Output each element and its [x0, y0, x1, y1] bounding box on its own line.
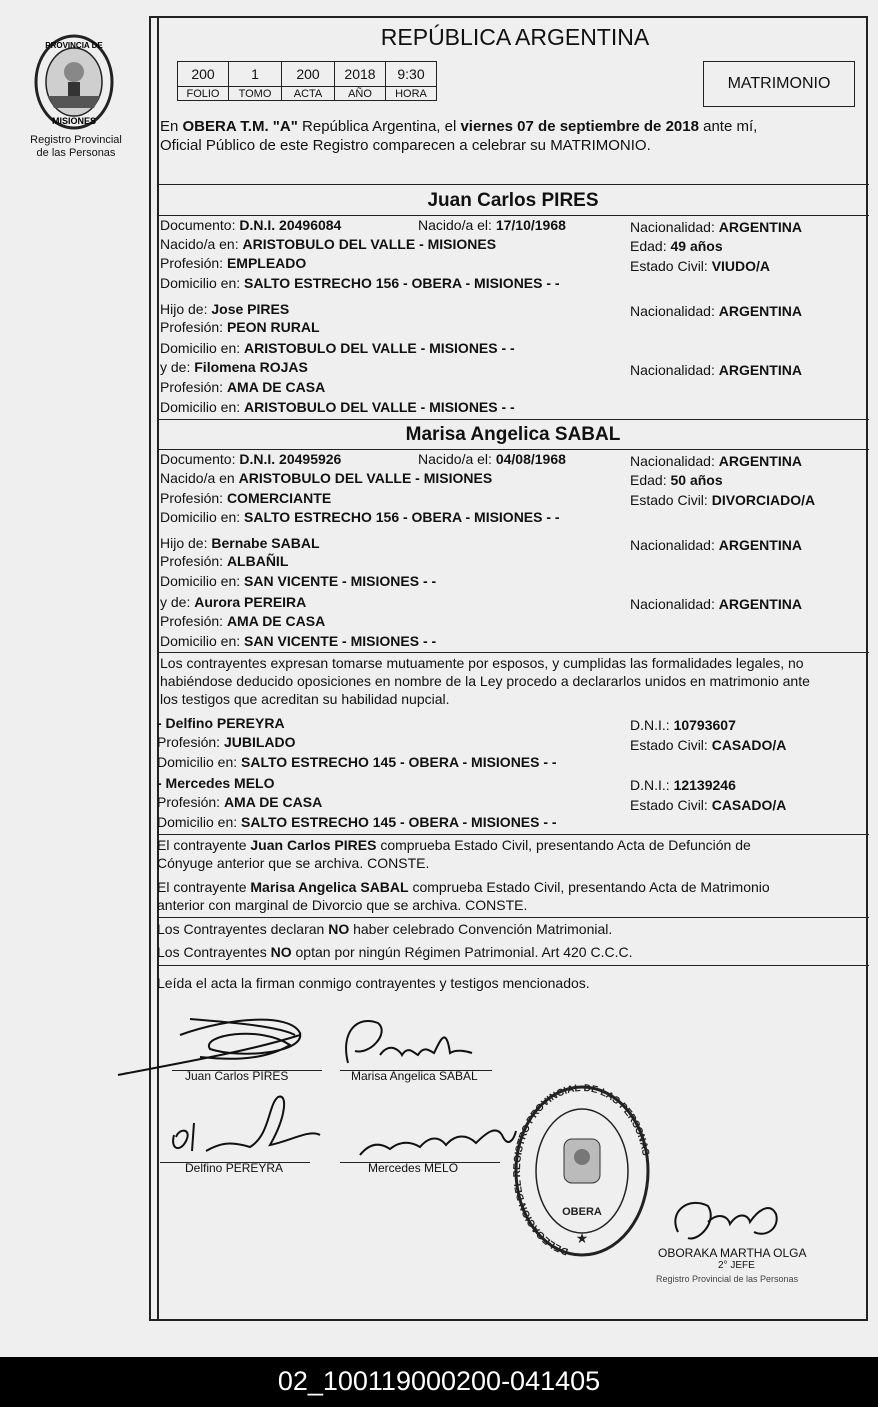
note-groom-status: El contrayente Juan Carlos PIRES comprueba Estado Civil, presentando Acta de Defunción de Cónyuge anterior que se archiva. CONSTE. [157, 837, 751, 871]
seal-ring-text-top: PROVINCIA DE [45, 41, 103, 50]
bride-profession: Profesión: COMERCIANTE [160, 490, 332, 506]
note-regime: Los Contrayentes NO optan por ningún Régimen Patrimonial. Art 420 C.C.C. [157, 944, 633, 960]
handwritten-signatures [110, 1005, 530, 1185]
divider [157, 965, 869, 966]
document-code: 02_100119000200-041405 [0, 1357, 878, 1407]
closing-text: Leída el acta la firman conmigo contrayentes y testigos mencionados. [157, 975, 590, 991]
witness-2-name: - Mercedes MELO [157, 775, 275, 791]
signature-label-groom: Juan Carlos PIRES [185, 1069, 289, 1083]
witness-1-civil-status: Estado Civil: CASADO/A [630, 737, 787, 753]
divider [157, 652, 869, 653]
act-type-box: MATRIMONIO [703, 61, 855, 107]
note-convention: Los Contrayentes declaran NO haber celebrado Convención Matrimonial. [157, 921, 613, 937]
registry-table [177, 61, 437, 101]
groom-father: Hijo de: Jose PIRES [160, 301, 290, 317]
witness-1-name: - Delfino PEREYRA [157, 715, 285, 731]
page-title: REPÚBLICA ARGENTINA [380, 24, 650, 50]
tomo-value: 1 [229, 62, 282, 87]
groom-documento: Documento: D.N.I. 20496084 [160, 217, 342, 233]
bride-mother-nationality: Nacionalidad: ARGENTINA [630, 596, 802, 612]
stamp-center-text: OBERA [562, 1206, 602, 1218]
official-name: OBORAKA MARTHA OLGA [658, 1246, 807, 1260]
official-role: 2° JEFE [718, 1260, 755, 1271]
intro-place: OBERA T.M. "A" [182, 118, 298, 135]
svg-text:★: ★ [575, 1230, 589, 1246]
official-office: Registro Provincial de las Personas [656, 1274, 799, 1284]
registry-label: Registro Provincial de las Personas [30, 134, 122, 159]
bride-documento: Documento: D.N.I. 20495926 [160, 451, 342, 467]
declaration-text: Los contrayentes expresan tomarse mutuamente por esposos, y cumplidas las formalidades legales, no habiéndose deducido oposiciones en nombre de la Ley procedo a declararlos unidos en matrimonio ante los testigos que acreditan su habilidad nupcial. [160, 655, 810, 707]
anio-label: AÑO [335, 87, 386, 101]
bride-mother-profession: Profesión: AMA DE CASA [160, 613, 326, 629]
hora-label: HORA [386, 87, 437, 101]
witness-1-address: Domicilio en: SALTO ESTRECHO 145 - OBERA - MISIONES - - [157, 754, 557, 770]
groom-mother-nationality: Nacionalidad: ARGENTINA [630, 362, 802, 378]
anio-value: 2018 [335, 62, 386, 87]
witness-2-profession: Profesión: AMA DE CASA [157, 794, 323, 810]
tomo-label: TOMO [229, 87, 282, 101]
bride-father: Hijo de: Bernabe SABAL [160, 535, 320, 551]
acta-label: ACTA [282, 87, 335, 101]
groom-age: Edad: 49 años [630, 238, 723, 254]
groom-mother-address: Domicilio en: ARISTOBULO DEL VALLE - MISIONES - - [160, 399, 515, 415]
groom-mother-profession: Profesión: AMA DE CASA [160, 379, 326, 395]
groom-father-nationality: Nacionalidad: ARGENTINA [630, 303, 802, 319]
groom-name: Juan Carlos PIRES [427, 190, 599, 211]
groom-civil-status: Estado Civil: VIUDO/A [630, 258, 771, 274]
witness-1-profession: Profesión: JUBILADO [157, 734, 296, 750]
bride-name: Marisa Angelica SABAL [405, 424, 621, 445]
folio-value: 200 [178, 62, 229, 87]
witness-1-dni: D.N.I.: 10793607 [630, 717, 736, 733]
bride-birthplace: Nacido/a en ARISTOBULO DEL VALLE - MISIONES [160, 470, 493, 486]
signature-label-bride: Marisa Angelica SABAL [351, 1069, 478, 1083]
witness-2-civil-status: Estado Civil: CASADO/A [630, 797, 787, 813]
bride-nationality: Nacionalidad: ARGENTINA [630, 453, 802, 469]
groom-nationality: Nacionalidad: ARGENTINA [630, 219, 802, 235]
witness-2-dni: D.N.I.: 12139246 [630, 777, 736, 793]
bride-father-address: Domicilio en: SAN VICENTE - MISIONES - - [160, 573, 437, 589]
bride-civil-status: Estado Civil: DIVORCIADO/A [630, 492, 816, 508]
stamp-ring-text: DELEGACION DEL REGISTRO PROVINCIAL DE LAS PERSONAS [512, 1083, 651, 1257]
acta-value: 200 [282, 62, 335, 87]
divider [157, 184, 869, 185]
bride-birthdate: Nacido/a el: 04/08/1968 [418, 451, 566, 467]
signature-label-witness-1: Delfino PEREYRA [185, 1161, 284, 1175]
bride-mother-address: Domicilio en: SAN VICENTE - MISIONES - - [160, 633, 437, 649]
groom-profession: Profesión: EMPLEADO [160, 255, 307, 271]
bride-address: Domicilio en: SALTO ESTRECHO 156 - OBERA - MISIONES - - [160, 509, 560, 525]
bride-father-profession: Profesión: ALBAÑIL [160, 553, 289, 569]
divider [157, 917, 869, 918]
bride-father-nationality: Nacionalidad: ARGENTINA [630, 537, 802, 553]
groom-birthplace: Nacido/a en: ARISTOBULO DEL VALLE - MISIONES [160, 236, 497, 252]
groom-address: Domicilio en: SALTO ESTRECHO 156 - OBERA - MISIONES - - [160, 275, 560, 291]
bride-age: Edad: 50 años [630, 472, 723, 488]
groom-father-address: Domicilio en: ARISTOBULO DEL VALLE - MISIONES - - [160, 340, 515, 356]
intro-text: En OBERA T.M. "A" República Argentina, el viernes 07 de septiembre de 2018 ante mí, Oficial Público de este Registro comparecen a celebrar su MATRIMONIO. [160, 118, 758, 154]
registry-stamp [512, 1083, 652, 1263]
groom-birthdate: Nacido/a el: 17/10/1968 [418, 217, 566, 233]
note-bride-status: El contrayente Marisa Angelica SABAL comprueba Estado Civil, presentando Acta de Matrimonio anterior con marginal de Divorcio que se archiva. CONSTE. [157, 879, 770, 913]
misiones-province-seal [34, 34, 114, 130]
hora-value: 9:30 [386, 62, 437, 87]
witness-2-address: Domicilio en: SALTO ESTRECHO 145 - OBERA - MISIONES - - [157, 814, 557, 830]
divider [157, 419, 869, 420]
bride-mother: y de: Aurora PEREIRA [160, 594, 307, 610]
folio-label: FOLIO [178, 87, 229, 101]
divider [157, 834, 869, 835]
seal-ring-text-bottom: MISIONES [51, 116, 97, 126]
intro-date: viernes 07 de septiembre de 2018 [460, 118, 699, 135]
signature-label-witness-2: Mercedes MELO [368, 1161, 459, 1175]
groom-father-profession: Profesión: PEON RURAL [160, 319, 320, 335]
groom-mother: y de: Filomena ROJAS [160, 359, 308, 375]
